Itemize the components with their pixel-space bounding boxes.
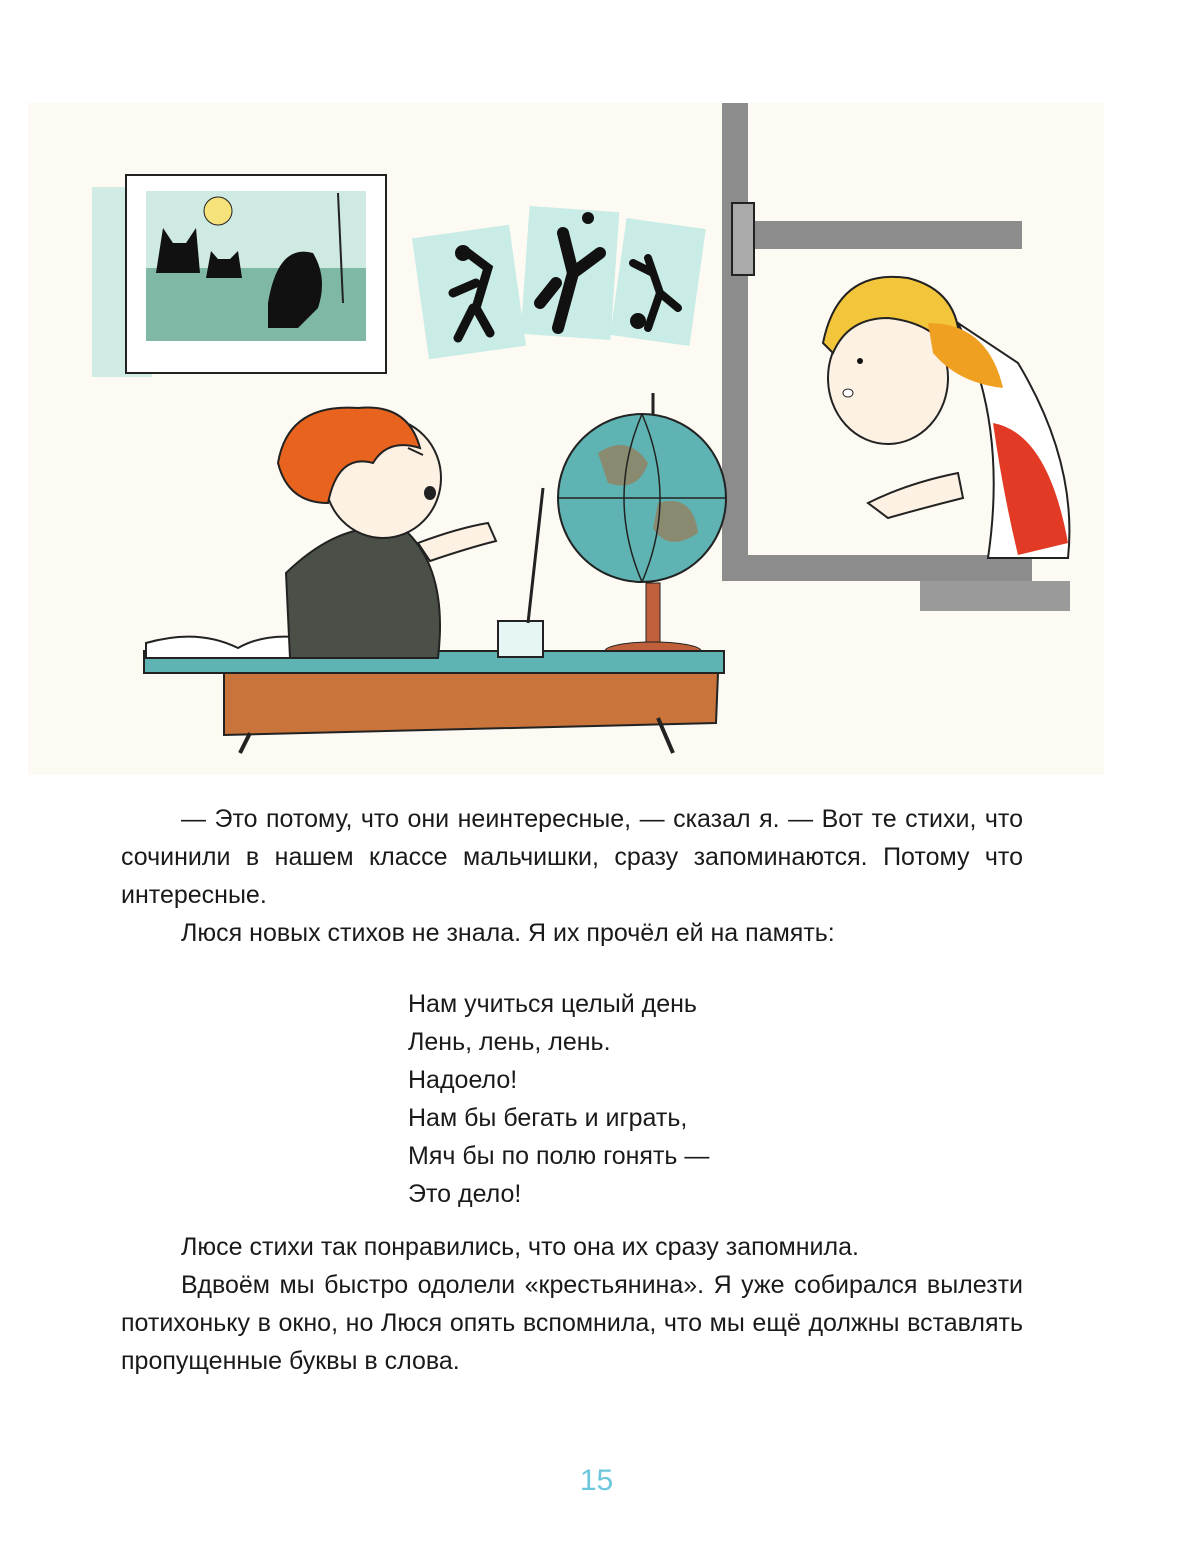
poem-line: Лень, лень, лень. (408, 1028, 611, 1056)
paragraph: Люся новых стихов не знала. Я их прочёл ей на память: (181, 919, 835, 947)
text-top (121, 800, 1023, 952)
paragraph: Вдвоём мы быстро одолели «крестьянина». Я уже собирался вылезти потихоньку в окно, но Люся опять вспомнила, что мы ещё должны вставлять пропущенные буквы в слова. (121, 1271, 1023, 1375)
poem-line: Надоело! (408, 1066, 518, 1094)
boy-figure (278, 408, 496, 659)
girl-figure (823, 277, 1069, 558)
paragraph: Люсе стихи так понравились, что она их сразу запомнила. (181, 1233, 859, 1261)
sports-posters (412, 206, 706, 359)
globe (558, 393, 726, 660)
poem (408, 985, 709, 1213)
illustration-svg (28, 103, 1104, 775)
wall-picture (92, 175, 386, 377)
poem-line: Это дело! (408, 1180, 522, 1208)
poem-line: Нам учиться целый день (408, 990, 697, 1018)
page-number: 15 (579, 1464, 614, 1497)
paragraph: — Это потому, что они неинтересные, — сказал я. — Вот те стихи, что сочинили в нашем классе мальчишки, сразу запоминаются. Потому что интересные. (121, 805, 1023, 909)
poem-line: Мяч бы по полю гонять — (408, 1142, 710, 1170)
poem-line: Нам бы бегать и играть, (408, 1104, 688, 1132)
classroom-illustration (28, 103, 1104, 775)
text-bottom (121, 1228, 1023, 1380)
